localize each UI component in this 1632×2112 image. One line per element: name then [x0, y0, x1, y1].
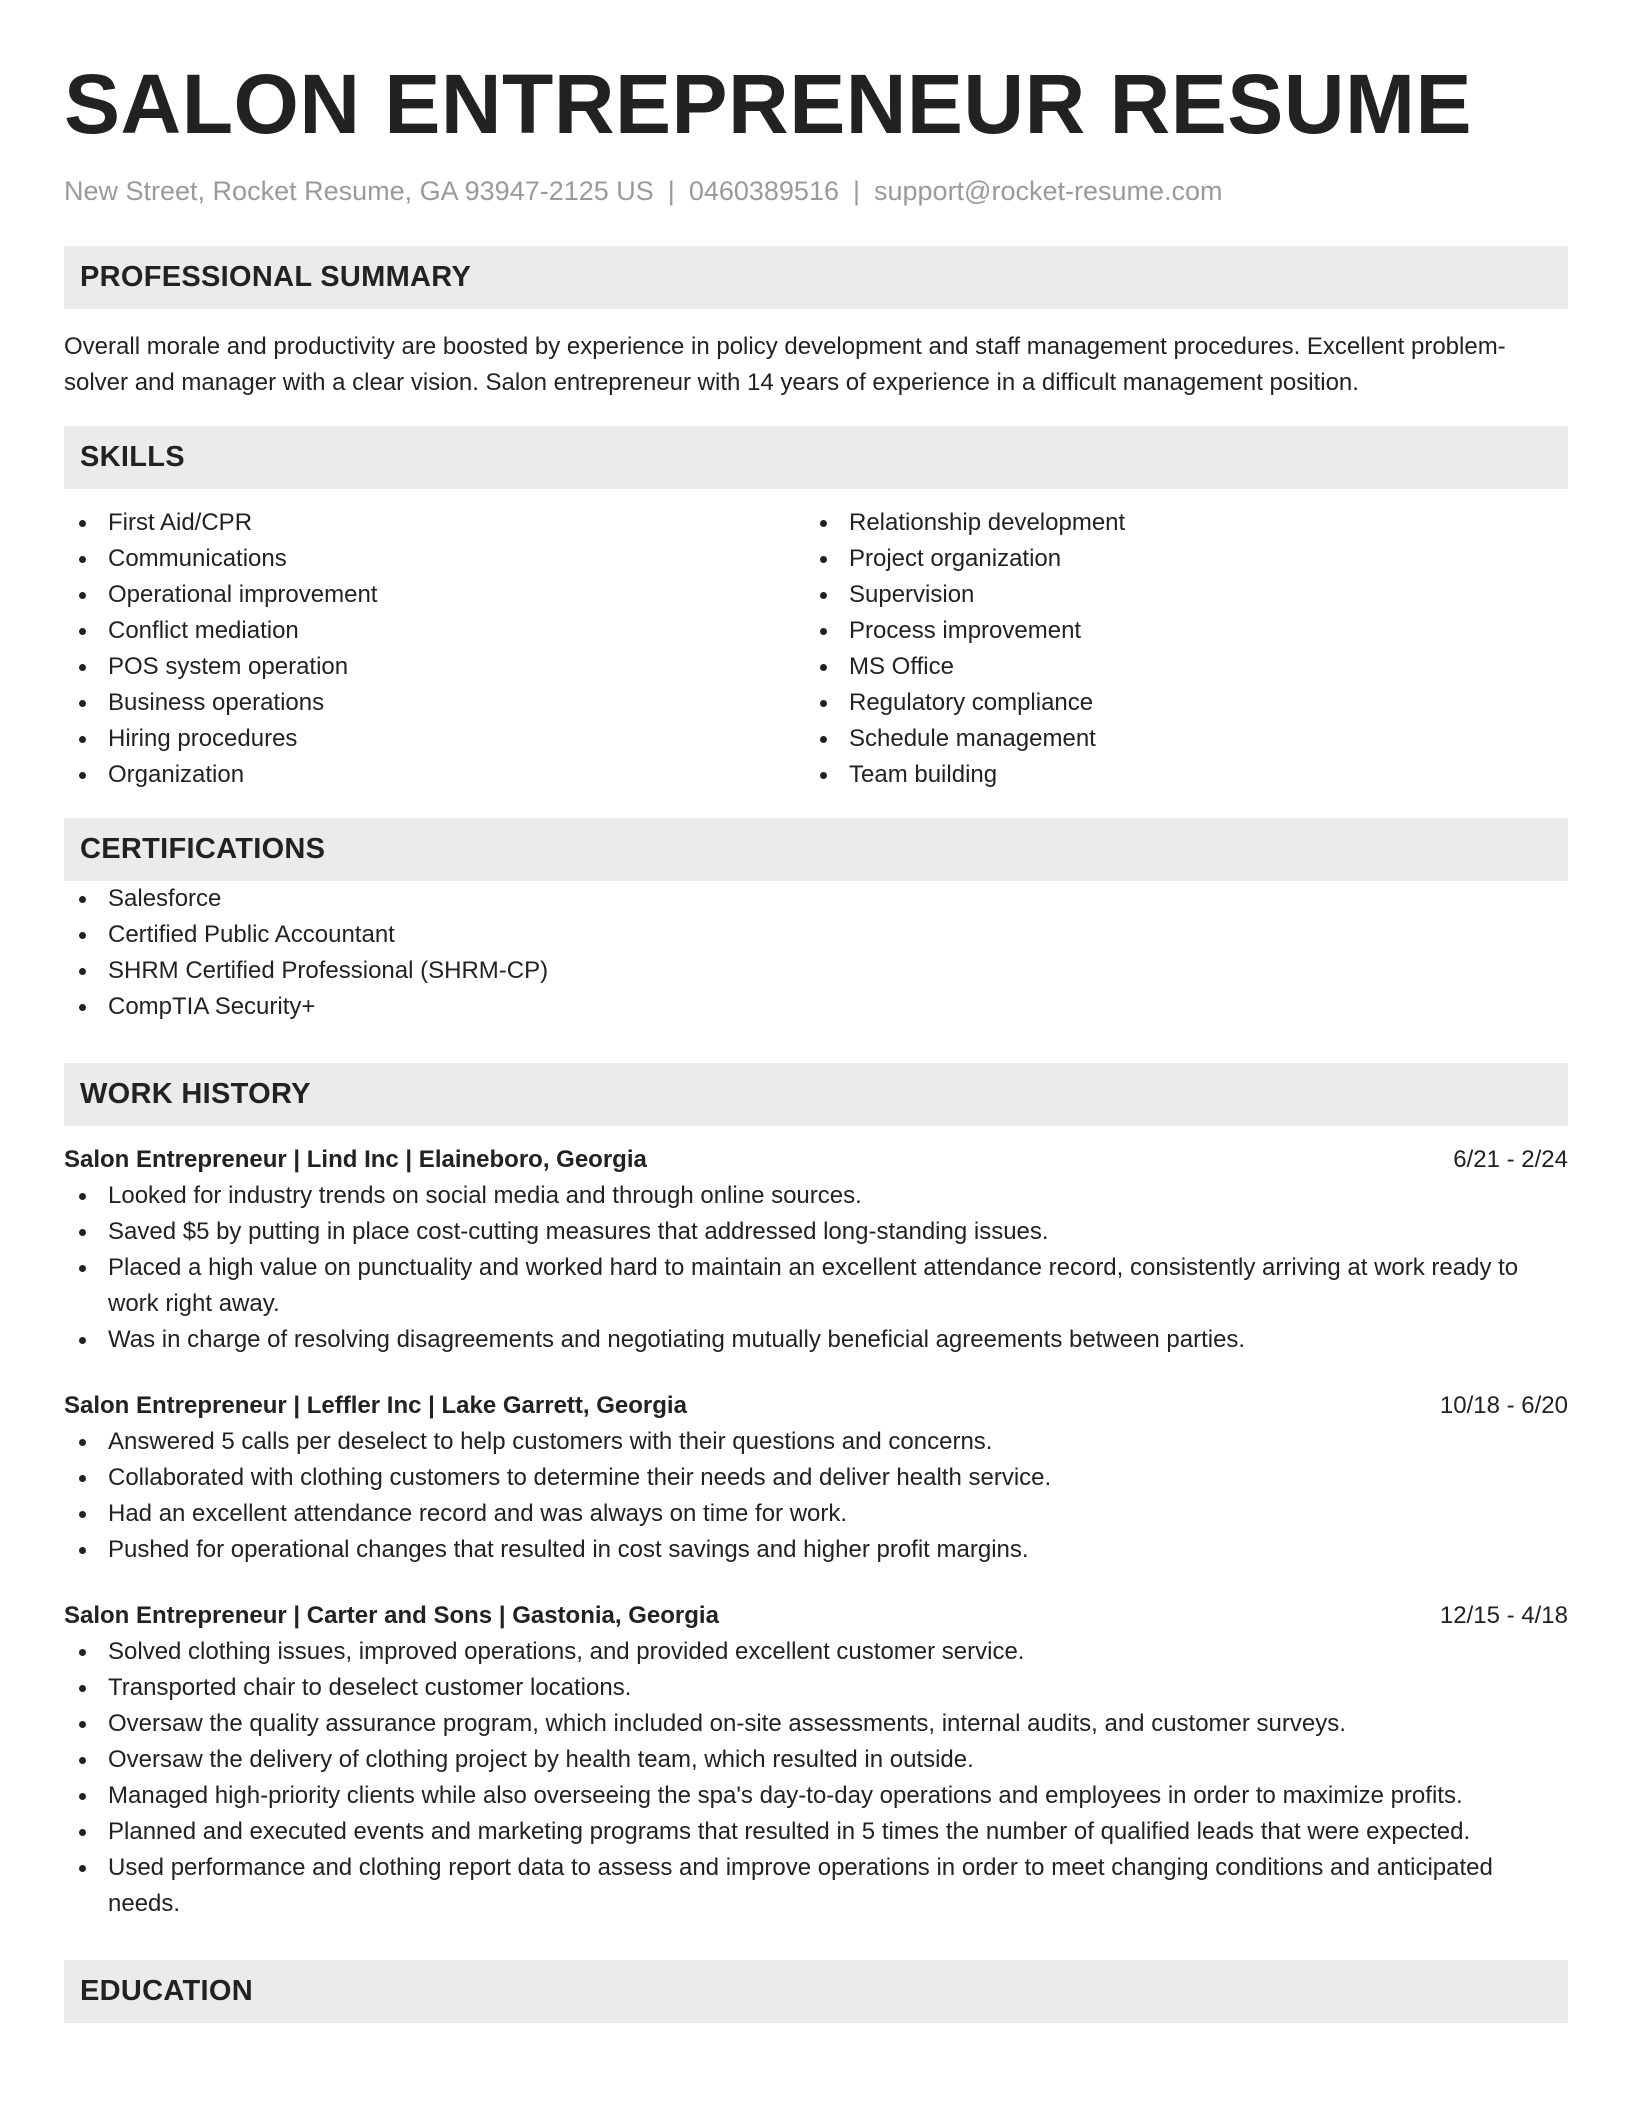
- skill-item: Conflict mediation: [64, 613, 805, 649]
- certification-item: Certified Public Accountant: [64, 917, 1568, 953]
- job-dates: 6/21 - 2/24: [1453, 1146, 1568, 1173]
- summary-text: Overall morale and productivity are boosted by experience in policy development and staff management procedures. Excellent problem-solver and manager with a clear vision. Salon entrepreneur with 14 years of experience in a difficult management position.: [64, 333, 1506, 396]
- section-header-work-history: WORK HISTORY: [64, 1063, 1568, 1126]
- job-header: [64, 1598, 1568, 1634]
- job-dates: 12/15 - 4/18: [1439, 1602, 1568, 1629]
- job-bullet: Placed a high value on punctuality and worked hard to maintain an excellent attendance record, consistently arriving at work ready to work right away.: [64, 1250, 1568, 1322]
- section-header-certifications: CERTIFICATIONS: [64, 818, 1568, 881]
- skill-item: Relationship development: [805, 505, 1546, 541]
- job-bullet: Saved $5 by putting in place cost-cutting measures that addressed long-standing issues.: [64, 1214, 1568, 1250]
- certification-item: CompTIA Security+: [64, 989, 1568, 1025]
- job-bullet: Pushed for operational changes that resulted in cost savings and higher profit margins.: [64, 1532, 1568, 1568]
- skill-item: Operational improvement: [64, 577, 805, 613]
- skills-column-left: [64, 505, 805, 793]
- contact-address: New Street, Rocket Resume, GA 93947-2125 US: [64, 176, 654, 206]
- skills-list: [64, 505, 1568, 793]
- job-dates: 10/18 - 6/20: [1439, 1392, 1568, 1419]
- job-bullet: Used performance and clothing report data to assess and improve operations in order to meet changing conditions and anticipated needs.: [64, 1850, 1568, 1922]
- skill-item: Schedule management: [805, 721, 1546, 757]
- certification-item: SHRM Certified Professional (SHRM-CP): [64, 953, 1568, 989]
- job-title: Salon Entrepreneur | Carter and Sons | Gastonia, Georgia: [64, 1602, 719, 1629]
- skill-item: Hiring procedures: [64, 721, 805, 757]
- skill-item: Regulatory compliance: [805, 685, 1546, 721]
- job-bullet: Oversaw the quality assurance program, which included on-site assessments, internal audits, and customer surveys.: [64, 1706, 1568, 1742]
- certification-item: Salesforce: [64, 881, 1568, 917]
- skill-item: Project organization: [805, 541, 1546, 577]
- job-bullet: Had an excellent attendance record and was always on time for work.: [64, 1496, 1568, 1532]
- skill-item: Communications: [64, 541, 805, 577]
- job-bullet: Transported chair to deselect customer locations.: [64, 1670, 1568, 1706]
- contact-phone: 0460389516: [688, 176, 839, 206]
- contact-separator: |: [667, 176, 675, 206]
- skill-item: POS system operation: [64, 649, 805, 685]
- section-header-education: EDUCATION: [64, 1960, 1568, 2023]
- skill-item: Business operations: [64, 685, 805, 721]
- skills-column-right: [805, 505, 1546, 793]
- contact-line: [64, 174, 1568, 208]
- skill-item: MS Office: [805, 649, 1546, 685]
- job-bullet: Answered 5 calls per deselect to help customers with their questions and concerns.: [64, 1424, 1568, 1460]
- resume-title: SALON ENTREPRENEUR RESUME: [64, 57, 1472, 151]
- skill-item: Organization: [64, 757, 805, 793]
- job-bullet: Planned and executed events and marketing programs that resulted in 5 times the number of qualified leads that were expected.: [64, 1814, 1568, 1850]
- job-header: [64, 1142, 1568, 1178]
- job-bullet-list: [64, 1634, 1568, 1922]
- skill-item: Process improvement: [805, 613, 1546, 649]
- contact-email: support@rocket-resume.com: [874, 176, 1223, 206]
- job-bullet: Looked for industry trends on social media and through online sources.: [64, 1178, 1568, 1214]
- skill-item: Team building: [805, 757, 1546, 793]
- certifications-list: [64, 881, 1568, 1025]
- job-bullet: Collaborated with clothing customers to determine their needs and deliver health service.: [64, 1460, 1568, 1496]
- job-entry: [64, 1598, 1568, 1922]
- job-bullet: Oversaw the delivery of clothing project by health team, which resulted in outside.: [64, 1742, 1568, 1778]
- job-bullet-list: [64, 1424, 1568, 1568]
- job-header: [64, 1388, 1568, 1424]
- skill-item: Supervision: [805, 577, 1546, 613]
- contact-separator: |: [852, 176, 860, 206]
- skill-item: First Aid/CPR: [64, 505, 805, 541]
- section-header-summary: PROFESSIONAL SUMMARY: [64, 246, 1568, 309]
- job-entry: [64, 1388, 1568, 1568]
- job-bullet: Solved clothing issues, improved operations, and provided excellent customer service.: [64, 1634, 1568, 1670]
- job-bullet: Managed high-priority clients while also overseeing the spa's day-to-day operations and employees in order to maximize profits.: [64, 1778, 1568, 1814]
- job-bullet-list: [64, 1178, 1568, 1358]
- job-title: Salon Entrepreneur | Leffler Inc | Lake Garrett, Georgia: [64, 1392, 687, 1419]
- job-bullet: Was in charge of resolving disagreements and negotiating mutually beneficial agreements between parties.: [64, 1322, 1568, 1358]
- job-title: Salon Entrepreneur | Lind Inc | Elaineboro, Georgia: [64, 1146, 647, 1173]
- job-entry: [64, 1142, 1568, 1358]
- section-header-skills: SKILLS: [64, 426, 1568, 489]
